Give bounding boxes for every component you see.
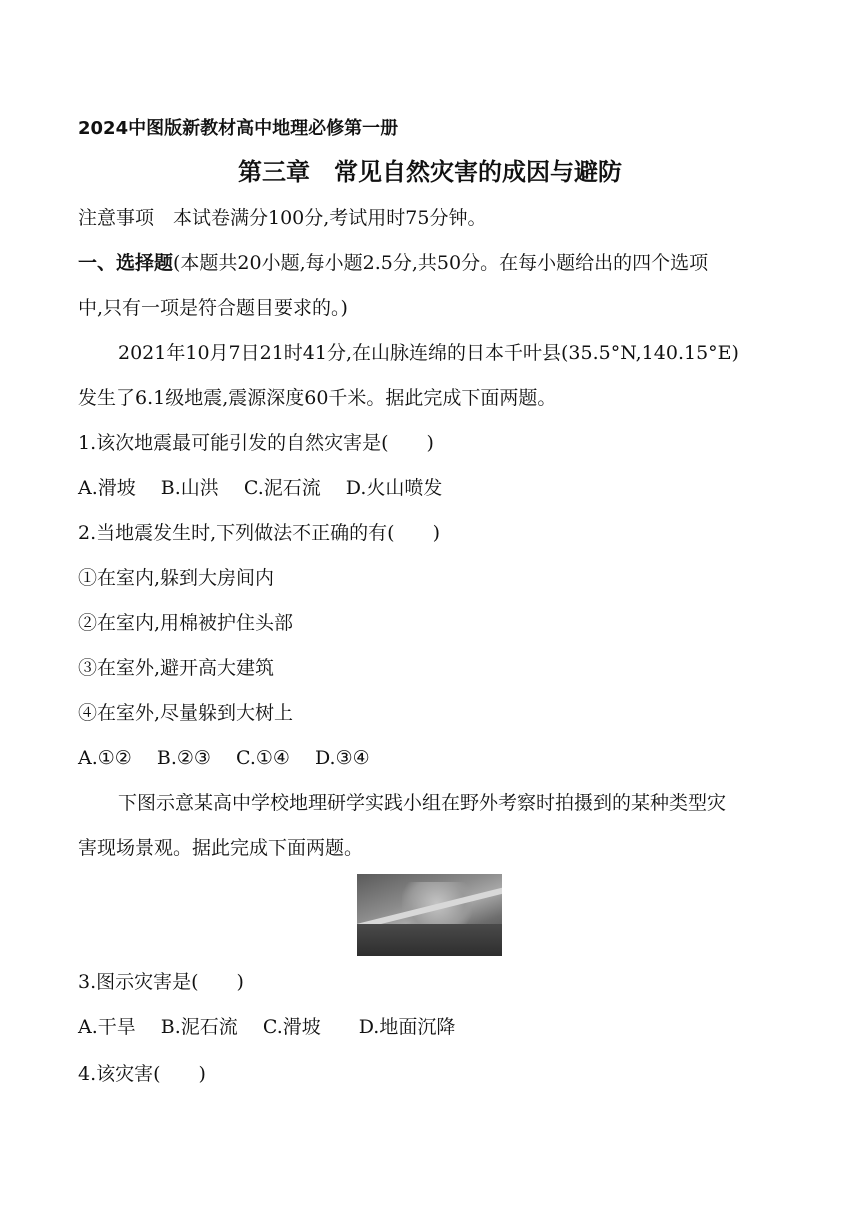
- exam-notice: 注意事项 本试卷满分100分,考试用时75分钟。: [78, 207, 487, 229]
- passage1-line1: 2021年10月7日21时41分,在山脉连绵的日本千叶县(35.5°N,140.15°E): [118, 342, 739, 364]
- question-1-options: A.滑坡 B.山洪 C.泥石流 D.火山喷发: [78, 477, 443, 499]
- question-2-item: ④在室外,尽量躲到大树上: [78, 702, 294, 724]
- disaster-photo: [357, 874, 502, 956]
- question-2-item: ③在室外,避开高大建筑: [78, 657, 275, 679]
- section-instruction: (本题共20小题,每小题2.5分,共50分。在每小题给出的四个选项: [173, 252, 709, 274]
- forest-area: [357, 924, 502, 956]
- section-label: 一、选择题: [78, 252, 174, 274]
- question-2-item: ②在室内,用棉被护住头部: [78, 612, 294, 634]
- chapter-title: 第三章 常见自然灾害的成因与避防: [238, 158, 622, 186]
- question-3-options: A.干旱 B.泥石流 C.滑坡 D.地面沉降: [78, 1016, 456, 1038]
- section-instruction-cont: 中,只有一项是符合题目要求的。): [78, 297, 348, 319]
- passage2-line2: 害现场景观。据此完成下面两题。: [78, 837, 364, 859]
- passage2-line1: 下图示意某高中学校地理研学实践小组在野外考察时拍摄到的某种类型灾: [118, 792, 727, 814]
- book-title: 2024中图版新教材高中地理必修第一册: [78, 118, 399, 139]
- question-1-stem: 1.该次地震最可能引发的自然灾害是( ): [78, 432, 434, 454]
- question-2-stem: 2.当地震发生时,下列做法不正确的有( ): [78, 522, 440, 544]
- section-heading: [78, 251, 708, 275]
- question-4-stem: 4.该灾害( ): [78, 1063, 206, 1085]
- passage1-line2: 发生了6.1级地震,震源深度60千米。据此完成下面两题。: [78, 387, 557, 409]
- question-3-stem: 3.图示灾害是( ): [78, 971, 244, 993]
- question-2-options: A.①② B.②③ C.①④ D.③④: [78, 747, 370, 769]
- question-2-item: ①在室内,躲到大房间内: [78, 567, 275, 589]
